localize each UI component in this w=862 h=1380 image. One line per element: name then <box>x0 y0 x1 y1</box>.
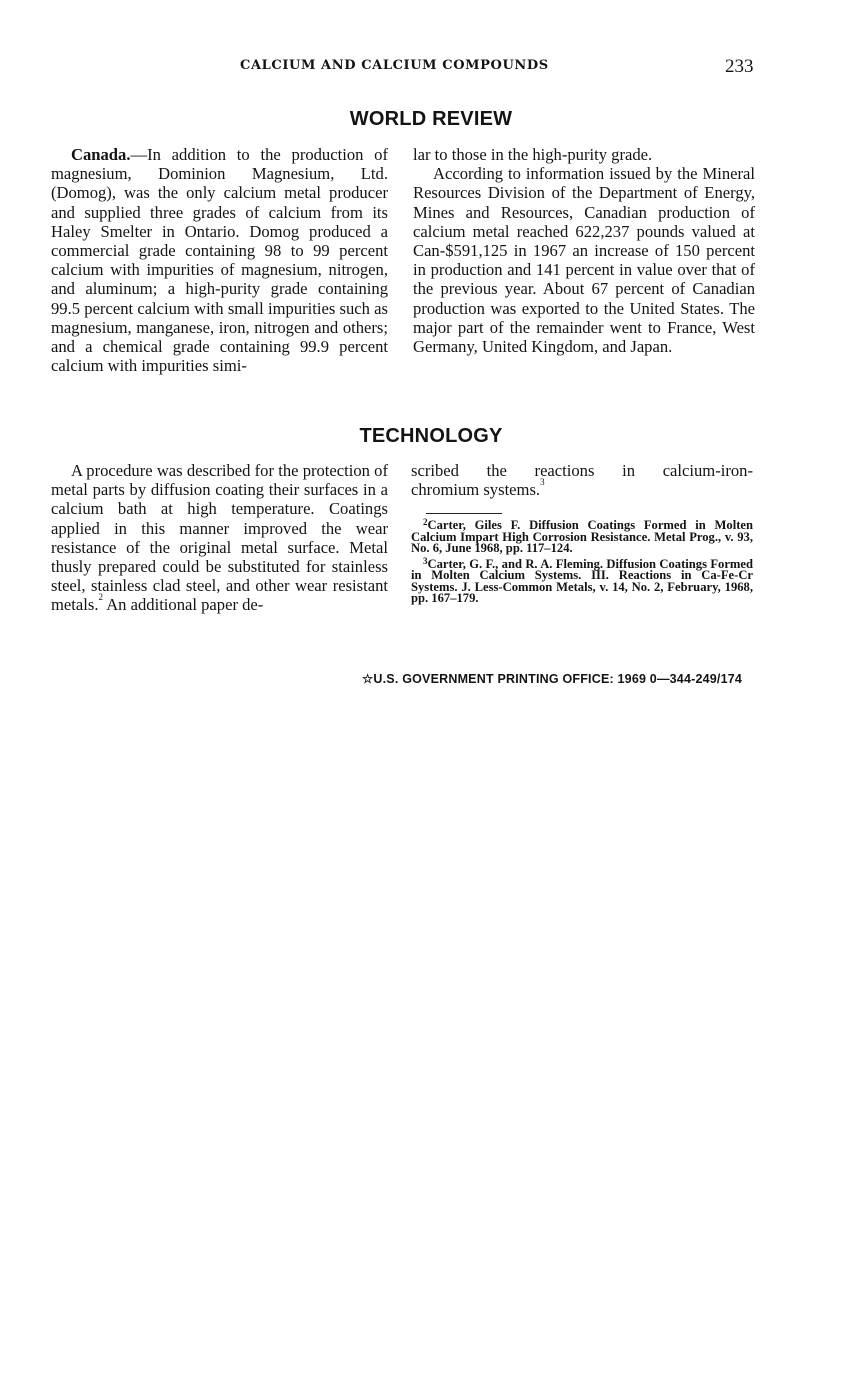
running-head <box>0 56 862 80</box>
footnote-mark: 2 <box>423 517 428 527</box>
footnote-rule <box>426 513 502 514</box>
footnote-ref-3[interactable]: 3 <box>540 477 545 488</box>
technology-paragraph: A procedure was described for the protection of metal parts by diffusion coating their surfaces in a calcium bath at high temperature. Coatings applied in this manner improved the wear resistance of the original metal surface. Metal thusly prepared could be substituted for stainless steel, stainless clad steel, and other wear resistant metals.$^2$ An additional paper de- <box>51 461 388 615</box>
canada-paragraph <box>51 145 388 375</box>
canada-text: —In addition to the production of magnesium, Dominion Magnesium, Ltd. (Domog), was the only calcium metal producer and supplied three grades of calcium from its Haley Smelter in Ontario. Domog produced a commercial grade containing 98 to 99 percent calcium with impurities of magnesium, nitrogen, and aluminum; a high-purity grade containing 99.5 percent calcium with small impurities such as magnesium, manganese, iron, nitrogen and others; and a chemical grade containing 99.9 percent calcium with impurities simi- <box>51 145 388 376</box>
footnote-ref-2[interactable]: 2 <box>98 592 103 603</box>
printing-office-imprint: ☆U.S. GOVERNMENT PRINTING OFFICE: 1969 0—344-249/174 <box>362 672 743 686</box>
world-review-column-left <box>51 145 388 395</box>
running-title: CALCIUM AND CALCIUM COMPOUNDS <box>240 58 549 73</box>
technology-column-right <box>411 461 753 499</box>
footnotes <box>411 517 753 605</box>
canada-lead: Canada. <box>71 145 131 164</box>
footnote-2: $^2$Carter, Giles F. Diffusion Coatings Formed in Molten Calcium Impart High Corrosion Resistance. Metal Prog., v. 93, No. 6, June 1968, pp. 117–124. <box>411 517 753 555</box>
page-number: 233 <box>725 56 754 77</box>
world-review-heading: WORLD REVIEW <box>349 108 513 130</box>
footnote-3: $^3$Carter, G. F., and R. A. Fleming. Diffusion Coatings Formed in Molten Calcium Systems. III. Reactions in Ca-Fe-Cr Systems. J. Less-Common Metals, v. 14, No. 2, February, 1968, pp. 167–179. <box>411 555 753 605</box>
canada-paragraph-continued: lar to those in the high-purity grade. <box>413 145 653 164</box>
world-review-column-right <box>413 145 755 356</box>
production-paragraph: According to information issued by the Mineral Resources Division of the Department of Energy, Mines and Resources, Canadian production of calcium metal reached 622,237 pounds valued at Can-$591,125 in 1967 an increase of 150 percent in production and 141 percent in value over that of the previous year. About 67 percent of Canadian production was exported to the United States. The major part of the remainder went to France, West Germany, United Kingdom, and Japan. <box>413 164 755 357</box>
technology-heading: TECHNOLOGY <box>359 425 503 447</box>
technology-column-left <box>51 461 388 633</box>
technology-paragraph-end: chromium systems.$^3$ <box>411 477 545 500</box>
footnote-mark: 3 <box>423 555 428 566</box>
technology-paragraph-continued: scribed the reactions in calcium-iron- <box>411 461 753 480</box>
